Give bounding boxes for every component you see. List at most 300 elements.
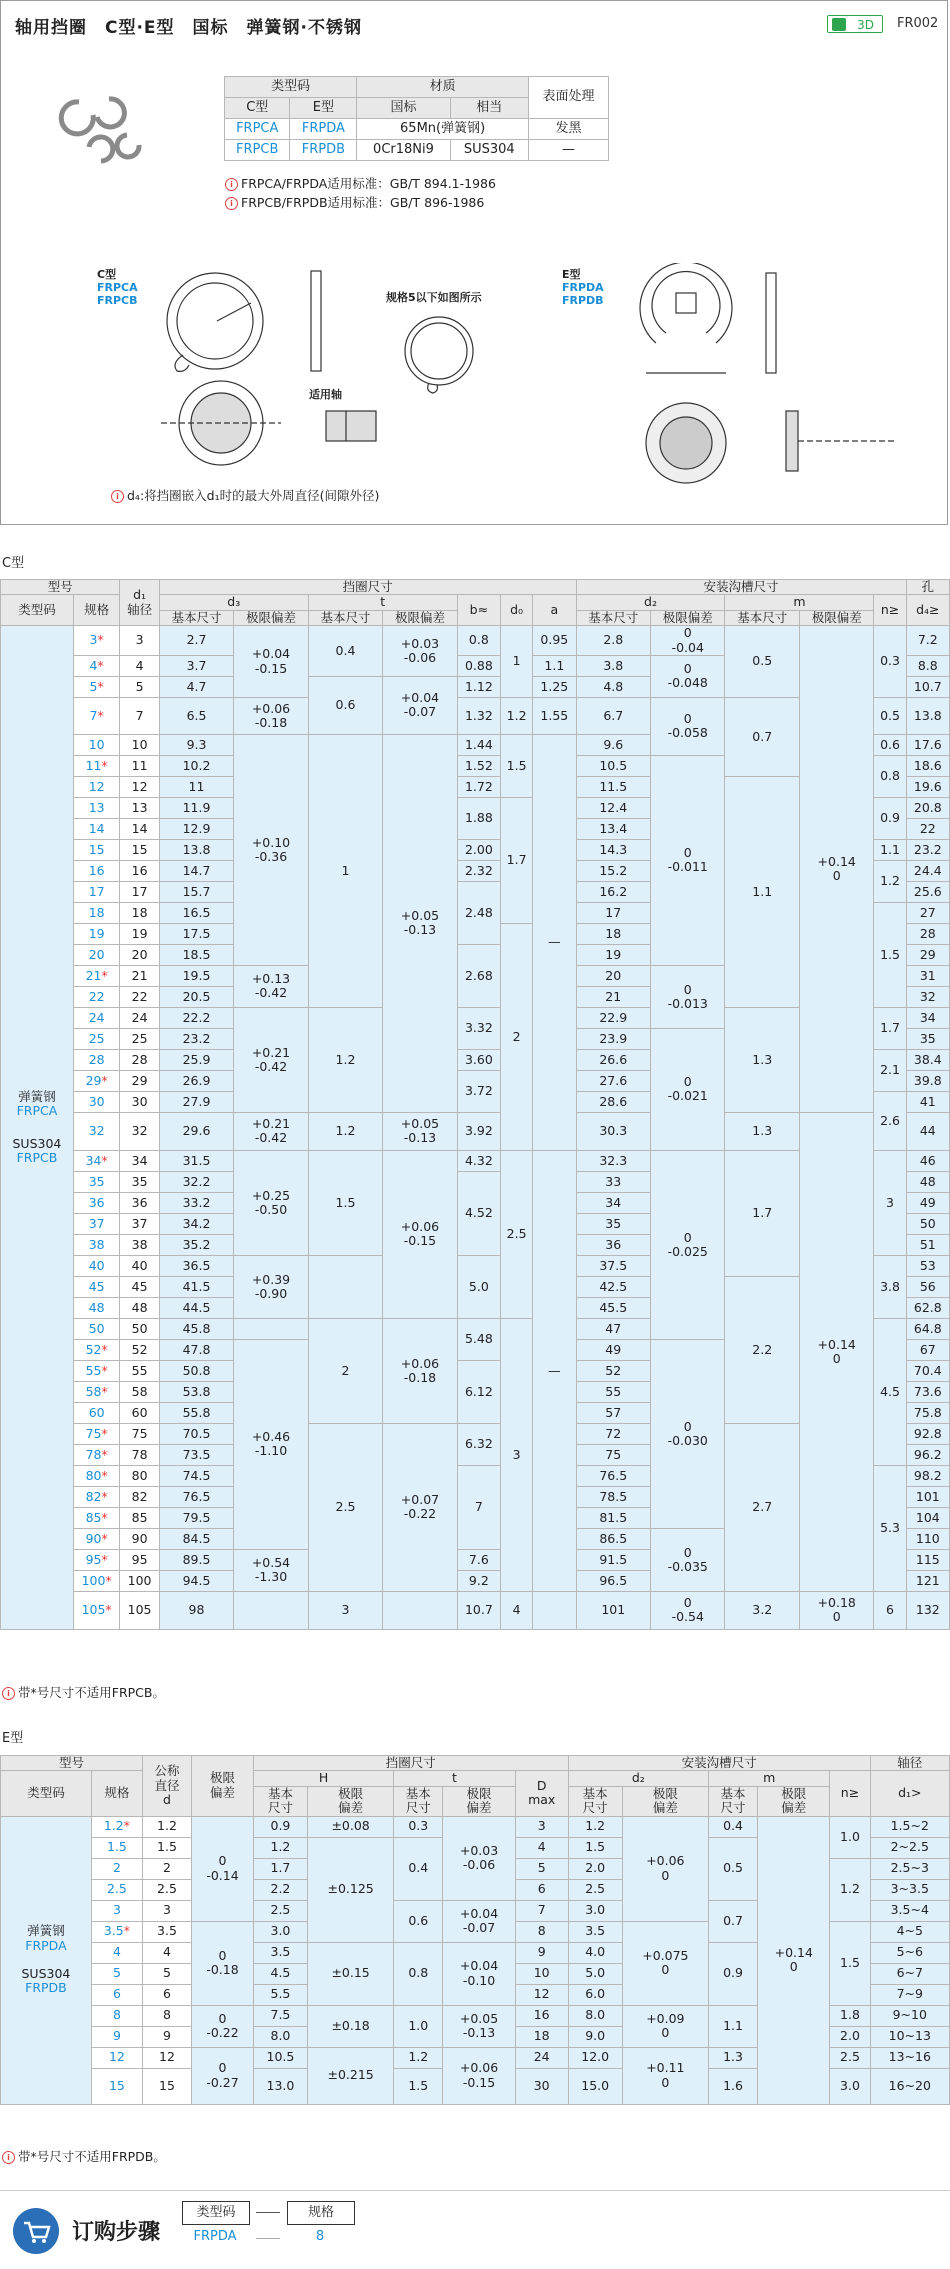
- nom-cell: 2: [142, 1858, 191, 1879]
- d1-cell: 58: [120, 1381, 159, 1402]
- d0-cell: 2.5: [501, 1150, 533, 1318]
- H-cell: 13.0: [253, 2068, 307, 2104]
- d2-cell: 49: [576, 1339, 650, 1360]
- th-ring: 挡圈尺寸: [159, 580, 576, 595]
- d0-cell: 3: [501, 1318, 533, 1591]
- d1-cell: 37: [120, 1213, 159, 1234]
- d1-cell: 5: [120, 676, 159, 697]
- d3-cell: 12.9: [159, 818, 233, 839]
- material-text: FRPDB: [25, 1980, 67, 1996]
- t-cell: 3: [308, 1591, 382, 1629]
- order-dash: [256, 2238, 280, 2239]
- b-cell: 3.92: [457, 1112, 500, 1150]
- d3-cell: 53.8: [159, 1381, 233, 1402]
- b-cell: 7: [457, 1465, 500, 1549]
- t-cell: 1: [308, 734, 382, 1007]
- d3-cell: 79.5: [159, 1507, 233, 1528]
- n-cell: 1.5: [874, 902, 906, 1007]
- d4-cell: 7.2: [906, 626, 949, 656]
- d1-cell: 34: [120, 1150, 159, 1171]
- t-cell: 1.0: [394, 2005, 443, 2047]
- d2-cell: 86.5: [576, 1528, 650, 1549]
- t-cell: 0.3: [394, 1816, 443, 1837]
- spec-cell: 1.5: [91, 1837, 142, 1858]
- star-mark: *: [123, 1818, 130, 1834]
- d2tol-cell: 0 -0.058: [651, 697, 725, 755]
- th-m: m: [709, 1771, 830, 1786]
- d1-cell: 15: [120, 839, 159, 860]
- d2-cell: 47: [576, 1318, 650, 1339]
- cell: FRPCB: [225, 140, 290, 161]
- ttol-cell: +0.05 -0.13: [383, 734, 457, 1112]
- spec-cell: 29*: [73, 1070, 120, 1091]
- d1-cell: 7: [120, 697, 159, 734]
- material-text: SUS304: [21, 1966, 71, 1981]
- m-cell: 0.9: [709, 1942, 758, 2005]
- m-cell: 0.4: [709, 1816, 758, 1837]
- d1-cell: 10: [120, 734, 159, 755]
- d2tol-cell: +0.09 0: [622, 2005, 708, 2047]
- d4-cell: 28: [906, 923, 949, 944]
- d4-cell: 70.4: [906, 1360, 949, 1381]
- order-spec-box: 规格: [287, 2201, 355, 2225]
- d3-cell: 31.5: [159, 1150, 233, 1171]
- d1-cell: 48: [120, 1297, 159, 1318]
- d2-cell: 16.2: [576, 881, 650, 902]
- d1-range-cell: 10~13: [870, 2026, 949, 2047]
- th-nom: 公称 直径 d: [142, 1756, 191, 1817]
- th-d3: d₃: [159, 595, 308, 610]
- ttol-cell: +0.03 -0.06: [443, 1816, 515, 1900]
- th-type: 类型码: [225, 77, 357, 98]
- d3tol-cell: +0.21 -0.42: [234, 1112, 308, 1150]
- d4-cell: 20.8: [906, 797, 949, 818]
- star-mark: *: [101, 1152, 108, 1168]
- d2tol-cell: 0 -0.030: [651, 1339, 725, 1528]
- a-cell: 1.25: [533, 676, 576, 697]
- ttol-cell: +0.05 -0.13: [443, 2005, 515, 2047]
- n-cell: 5.3: [874, 1465, 906, 1591]
- d3-cell: 25.9: [159, 1049, 233, 1070]
- d3-cell: 35.2: [159, 1234, 233, 1255]
- n-cell: 1.2: [830, 1858, 870, 1921]
- star-mark: *: [97, 678, 104, 694]
- star-mark: *: [101, 1425, 108, 1441]
- d4-cell: 10.7: [906, 676, 949, 697]
- d4-cell: 132: [906, 1591, 949, 1629]
- th-base: 基本尺寸: [576, 610, 650, 625]
- n-cell: 3.0: [830, 2068, 870, 2104]
- small-spec-note: 规格5以下如图所示: [386, 291, 482, 304]
- b-cell: 1.52: [457, 755, 500, 776]
- d4-cell: 44: [906, 1112, 949, 1150]
- th-model: 型号: [1, 1756, 143, 1771]
- d3-cell: 13.8: [159, 839, 233, 860]
- d3-cell: 45.8: [159, 1318, 233, 1339]
- star-mark: *: [101, 967, 108, 983]
- d0-cell: 1: [501, 626, 533, 698]
- 3d-button[interactable]: 3D: [827, 15, 883, 33]
- tol-cell: 0 -0.14: [192, 1816, 254, 1921]
- D-cell: 4: [515, 1837, 568, 1858]
- d2-cell: 55: [576, 1381, 650, 1402]
- ttol-cell: +0.04 -0.07: [383, 676, 457, 734]
- th-base: 基本 尺寸: [394, 1786, 443, 1816]
- d4-cell: 115: [906, 1549, 949, 1570]
- d3-cell: 55.8: [159, 1402, 233, 1423]
- D-cell: 5: [515, 1858, 568, 1879]
- spec-cell: 28: [73, 1049, 120, 1070]
- d2tol-cell: 0 -0.011: [651, 755, 725, 965]
- spec-cell: 19: [73, 923, 120, 944]
- d2-cell: 27.6: [576, 1070, 650, 1091]
- spec-cell: 24: [73, 1007, 120, 1028]
- d1-cell: 16: [120, 860, 159, 881]
- material-text: 弹簧钢: [18, 1088, 56, 1104]
- c-type-label: C型 FRPCA FRPCB: [97, 268, 138, 307]
- D-cell: 10: [515, 1963, 568, 1984]
- d1-cell: 95: [120, 1549, 159, 1570]
- d1-cell: 30: [120, 1091, 159, 1112]
- spec-cell: 8: [91, 2005, 142, 2026]
- d3-cell: 23.2: [159, 1028, 233, 1049]
- th-surface: 表面处理: [528, 77, 608, 119]
- tol-cell: 0 -0.18: [192, 1921, 254, 2005]
- th-t: t: [308, 595, 457, 610]
- d1-cell: 35: [120, 1171, 159, 1192]
- d2-cell: 34: [576, 1192, 650, 1213]
- d0-cell: 4: [501, 1591, 533, 1629]
- t-cell: 0.6: [394, 1900, 443, 1942]
- d3tol-cell: [234, 1591, 308, 1629]
- n-cell: 2.0: [830, 2026, 870, 2047]
- d1-cell: 80: [120, 1465, 159, 1486]
- material-text: FRPCB: [16, 1149, 58, 1165]
- star-mark: *: [101, 1072, 108, 1088]
- n-cell: 0.5: [874, 697, 906, 734]
- d2tol-cell: 0 -0.035: [651, 1528, 725, 1591]
- th-H: H: [253, 1771, 393, 1786]
- d2-cell: 101: [576, 1591, 650, 1629]
- d1-cell: 90: [120, 1528, 159, 1549]
- th-type: 类型码: [1, 595, 74, 626]
- order-example-type: FRPDA: [193, 2229, 237, 2244]
- d3-cell: 2.7: [159, 626, 233, 656]
- d4-cell: 67: [906, 1339, 949, 1360]
- a-cell: 1.55: [533, 697, 576, 734]
- th-D: D max: [515, 1771, 568, 1816]
- d2-cell: 45.5: [576, 1297, 650, 1318]
- d0-cell: 1.2: [501, 697, 533, 734]
- d4-cell: 96.2: [906, 1444, 949, 1465]
- t-cell: 0.6: [308, 676, 382, 734]
- n-cell: 0.9: [874, 797, 906, 839]
- D-cell: 9: [515, 1942, 568, 1963]
- d1-range-cell: 2~2.5: [870, 1837, 949, 1858]
- cube-icon: [832, 18, 846, 31]
- m-cell: 1.3: [725, 1007, 799, 1112]
- d3-cell: 29.6: [159, 1112, 233, 1150]
- d3-cell: 9.3: [159, 734, 233, 755]
- n-cell: 3.8: [874, 1255, 906, 1318]
- table-row: [1, 1816, 950, 1837]
- t-cell: 1.5: [394, 2068, 443, 2104]
- product-photo: [49, 87, 159, 177]
- th-d2: d₂: [576, 595, 725, 610]
- cell: 65Mn(弹簧钢): [357, 119, 529, 140]
- d3-cell: 16.5: [159, 902, 233, 923]
- b-cell: 1.12: [457, 676, 500, 697]
- d1-range-cell: 3.5~4: [870, 1900, 949, 1921]
- cell: 发黑: [528, 119, 608, 140]
- d2-cell: 57: [576, 1402, 650, 1423]
- th-n: n≥: [874, 595, 906, 626]
- d3tol-cell: +0.46 -1.10: [234, 1339, 308, 1549]
- order-steps: [0, 2190, 950, 2269]
- mtol-cell: +0.14 0: [758, 1816, 830, 2104]
- th-ltol: 极限 偏差: [758, 1786, 830, 1816]
- m-cell: 1.7: [725, 1150, 799, 1276]
- d3tol-cell: +0.39 -0.90: [234, 1255, 308, 1318]
- th-base: 基本尺寸: [308, 610, 382, 625]
- info-icon: i: [2, 2151, 15, 2164]
- d4-cell: 53: [906, 1255, 949, 1276]
- a-cell: 0.95: [533, 626, 576, 656]
- H-cell: 4.5: [253, 1963, 307, 1984]
- star-mark: *: [123, 1923, 130, 1939]
- b-cell: 1.44: [457, 734, 500, 755]
- n-cell: 0.6: [874, 734, 906, 755]
- d4-cell: 50: [906, 1213, 949, 1234]
- d2-cell: 22.9: [576, 1007, 650, 1028]
- ttol-cell: +0.06 -0.15: [383, 1150, 457, 1318]
- b-cell: 3.32: [457, 1007, 500, 1049]
- spec-cell: 45: [73, 1276, 120, 1297]
- b-cell: 10.7: [457, 1591, 500, 1629]
- d4-cell: 35: [906, 1028, 949, 1049]
- material-cell: [1, 1816, 92, 2104]
- d4-cell: 92.8: [906, 1423, 949, 1444]
- spec-cell: 6: [91, 1984, 142, 2005]
- star-mark: *: [97, 657, 104, 673]
- d3-cell: 19.5: [159, 965, 233, 986]
- d3-cell: 41.5: [159, 1276, 233, 1297]
- th-d2: d₂: [568, 1771, 708, 1786]
- D-cell: 30: [515, 2068, 568, 2104]
- standard-note: i FRPCA/FRPDA适用标准：GB/T 894.1-1986: [225, 174, 496, 192]
- d1-cell: 45: [120, 1276, 159, 1297]
- b-cell: 6.12: [457, 1360, 500, 1423]
- d2-cell: 75: [576, 1444, 650, 1465]
- d2tol-cell: 0 -0.013: [651, 965, 725, 1028]
- spec-cell: 2: [91, 1858, 142, 1879]
- d0-cell: 1.5: [501, 734, 533, 797]
- d3-cell: 98: [159, 1591, 233, 1629]
- d4-cell: 18.6: [906, 755, 949, 776]
- d1-cell: 25: [120, 1028, 159, 1049]
- d2-cell: 6.0: [568, 1984, 622, 2005]
- d3-cell: 22.2: [159, 1007, 233, 1028]
- d2-cell: 78.5: [576, 1486, 650, 1507]
- d3tol-cell: +0.13 -0.42: [234, 965, 308, 1007]
- spec-cell: 15: [73, 839, 120, 860]
- D-cell: 18: [515, 2026, 568, 2047]
- spec-cell: 4: [91, 1942, 142, 1963]
- b-cell: 1.32: [457, 697, 500, 734]
- Htol-cell: ±0.08: [307, 1816, 393, 1837]
- star-mark: *: [101, 1509, 108, 1525]
- H-cell: 2.2: [253, 1879, 307, 1900]
- spec-cell: 13: [73, 797, 120, 818]
- page-title: 轴用挡圈 C型·E型 国标 弹簧钢·不锈钢: [15, 18, 363, 38]
- spec-cell: 48: [73, 1297, 120, 1318]
- m-cell: 1.3: [725, 1112, 799, 1150]
- d2-cell: 3.0: [568, 1900, 622, 1921]
- D-cell: 16: [515, 2005, 568, 2026]
- d4-note: i d₄:将挡圈嵌入d₁时的最大外周直径(间隙外径): [111, 486, 379, 504]
- d1-range-cell: 13~16: [870, 2047, 949, 2068]
- d2-cell: 17: [576, 902, 650, 923]
- d4-cell: 62.8: [906, 1297, 949, 1318]
- d4-cell: 64.8: [906, 1318, 949, 1339]
- d2tol-cell: 0 -0.54: [651, 1591, 725, 1629]
- d3-cell: 50.8: [159, 1360, 233, 1381]
- b-cell: 0.8: [457, 626, 500, 656]
- d2tol-cell: +0.06 0: [622, 1816, 708, 1921]
- th-base: 基本 尺寸: [709, 1786, 758, 1816]
- spec-cell: 15: [91, 2068, 142, 2104]
- spec-cell: 52*: [73, 1339, 120, 1360]
- d1-cell: 60: [120, 1402, 159, 1423]
- th-n: n≥: [830, 1771, 870, 1816]
- nom-cell: 4: [142, 1942, 191, 1963]
- th-tol: 极限偏差: [799, 610, 873, 625]
- small-ring-diagram: [399, 311, 479, 401]
- cell: —: [528, 140, 608, 161]
- d4-cell: 49: [906, 1192, 949, 1213]
- d3-cell: 11.9: [159, 797, 233, 818]
- spec-cell: 80*: [73, 1465, 120, 1486]
- d2-cell: 15.0: [568, 2068, 622, 2104]
- d3-cell: 74.5: [159, 1465, 233, 1486]
- m-cell: 1.3: [709, 2047, 758, 2068]
- d4-cell: 8.8: [906, 655, 949, 676]
- th-base: 基本 尺寸: [253, 1786, 307, 1816]
- d2-cell: 96.5: [576, 1570, 650, 1591]
- th-m: m: [725, 595, 874, 610]
- th-c: C型: [225, 98, 290, 119]
- d3-cell: 89.5: [159, 1549, 233, 1570]
- d2-cell: 42.5: [576, 1276, 650, 1297]
- d1-cell: 28: [120, 1049, 159, 1070]
- th-type: 类型码: [1, 1771, 92, 1816]
- nom-cell: 9: [142, 2026, 191, 2047]
- th-e: E型: [290, 98, 357, 119]
- d2-cell: 33: [576, 1171, 650, 1192]
- spec-cell: 85*: [73, 1507, 120, 1528]
- spec-cell: 30: [73, 1091, 120, 1112]
- spec-cell: 58*: [73, 1381, 120, 1402]
- b-cell: 4.52: [457, 1171, 500, 1255]
- d2-cell: 35: [576, 1213, 650, 1234]
- spec-cell: 32: [73, 1112, 120, 1150]
- shaft-label: 适用轴: [309, 388, 342, 401]
- d4-cell: 23.2: [906, 839, 949, 860]
- th-tol: 极限偏差: [383, 610, 457, 625]
- spec-cell: 7*: [73, 697, 120, 734]
- d4-cell: 19.6: [906, 776, 949, 797]
- d1-cell: 82: [120, 1486, 159, 1507]
- d2-cell: 91.5: [576, 1549, 650, 1570]
- d2-cell: 12.0: [568, 2047, 622, 2068]
- th-tol: 极限偏差: [651, 610, 725, 625]
- a-cell: 1.1: [533, 655, 576, 676]
- d4-cell: 27: [906, 902, 949, 923]
- product-code: FR002: [897, 16, 939, 31]
- star-mark: *: [105, 1602, 112, 1618]
- info-icon: i: [111, 490, 124, 503]
- th-t: t: [394, 1771, 515, 1786]
- nom-cell: 3.5: [142, 1921, 191, 1942]
- spec-cell: 14: [73, 818, 120, 839]
- t-cell: 1.5: [308, 1150, 382, 1255]
- d1-cell: 22: [120, 986, 159, 1007]
- ttol-cell: +0.05 -0.13: [383, 1112, 457, 1150]
- m-cell: 0.7: [725, 697, 799, 776]
- d3-cell: 33.2: [159, 1192, 233, 1213]
- d1-cell: 12: [120, 776, 159, 797]
- b-cell: 1.88: [457, 797, 500, 839]
- d3-cell: 18.5: [159, 944, 233, 965]
- nom-cell: 1.5: [142, 1837, 191, 1858]
- th-base: 基本 尺寸: [568, 1786, 622, 1816]
- star-mark: *: [97, 707, 104, 723]
- d2-cell: 32.3: [576, 1150, 650, 1171]
- d2-cell: 13.4: [576, 818, 650, 839]
- d1-range-cell: 16~20: [870, 2068, 949, 2104]
- H-cell: 10.5: [253, 2047, 307, 2068]
- d3-cell: 4.7: [159, 676, 233, 697]
- b-cell: 1.72: [457, 776, 500, 797]
- a-cell: —: [533, 1150, 576, 1591]
- a-cell: [533, 1591, 576, 1629]
- nom-cell: 8: [142, 2005, 191, 2026]
- d1-range-cell: 1.5~2: [870, 1816, 949, 1837]
- th-ltol: 极限 偏差: [307, 1786, 393, 1816]
- spec-cell: 12: [91, 2047, 142, 2068]
- Htol-cell: ±0.18: [307, 2005, 393, 2047]
- d3-cell: 76.5: [159, 1486, 233, 1507]
- mtol-cell: +0.14 0: [799, 1112, 873, 1591]
- d4-cell: 98.2: [906, 1465, 949, 1486]
- star-mark: *: [101, 1383, 108, 1399]
- table-row: [1, 1112, 950, 1150]
- material-text: SUS304: [12, 1135, 62, 1151]
- th-base: 基本尺寸: [159, 610, 233, 625]
- b-cell: 6.32: [457, 1423, 500, 1465]
- d3tol-cell: +0.04 -0.15: [234, 626, 308, 698]
- d1-range-cell: 2.5~3: [870, 1858, 949, 1879]
- th-ltol: 极限 偏差: [443, 1786, 515, 1816]
- d4-cell: 104: [906, 1507, 949, 1528]
- spec-cell: 37: [73, 1213, 120, 1234]
- t-cell: 2.5: [308, 1423, 382, 1591]
- d1-range-cell: 4~5: [870, 1921, 949, 1942]
- nom-cell: 5: [142, 1963, 191, 1984]
- d2tol-cell: 0 -0.048: [651, 655, 725, 697]
- D-cell: 7: [515, 1900, 568, 1921]
- d4-cell: 46: [906, 1150, 949, 1171]
